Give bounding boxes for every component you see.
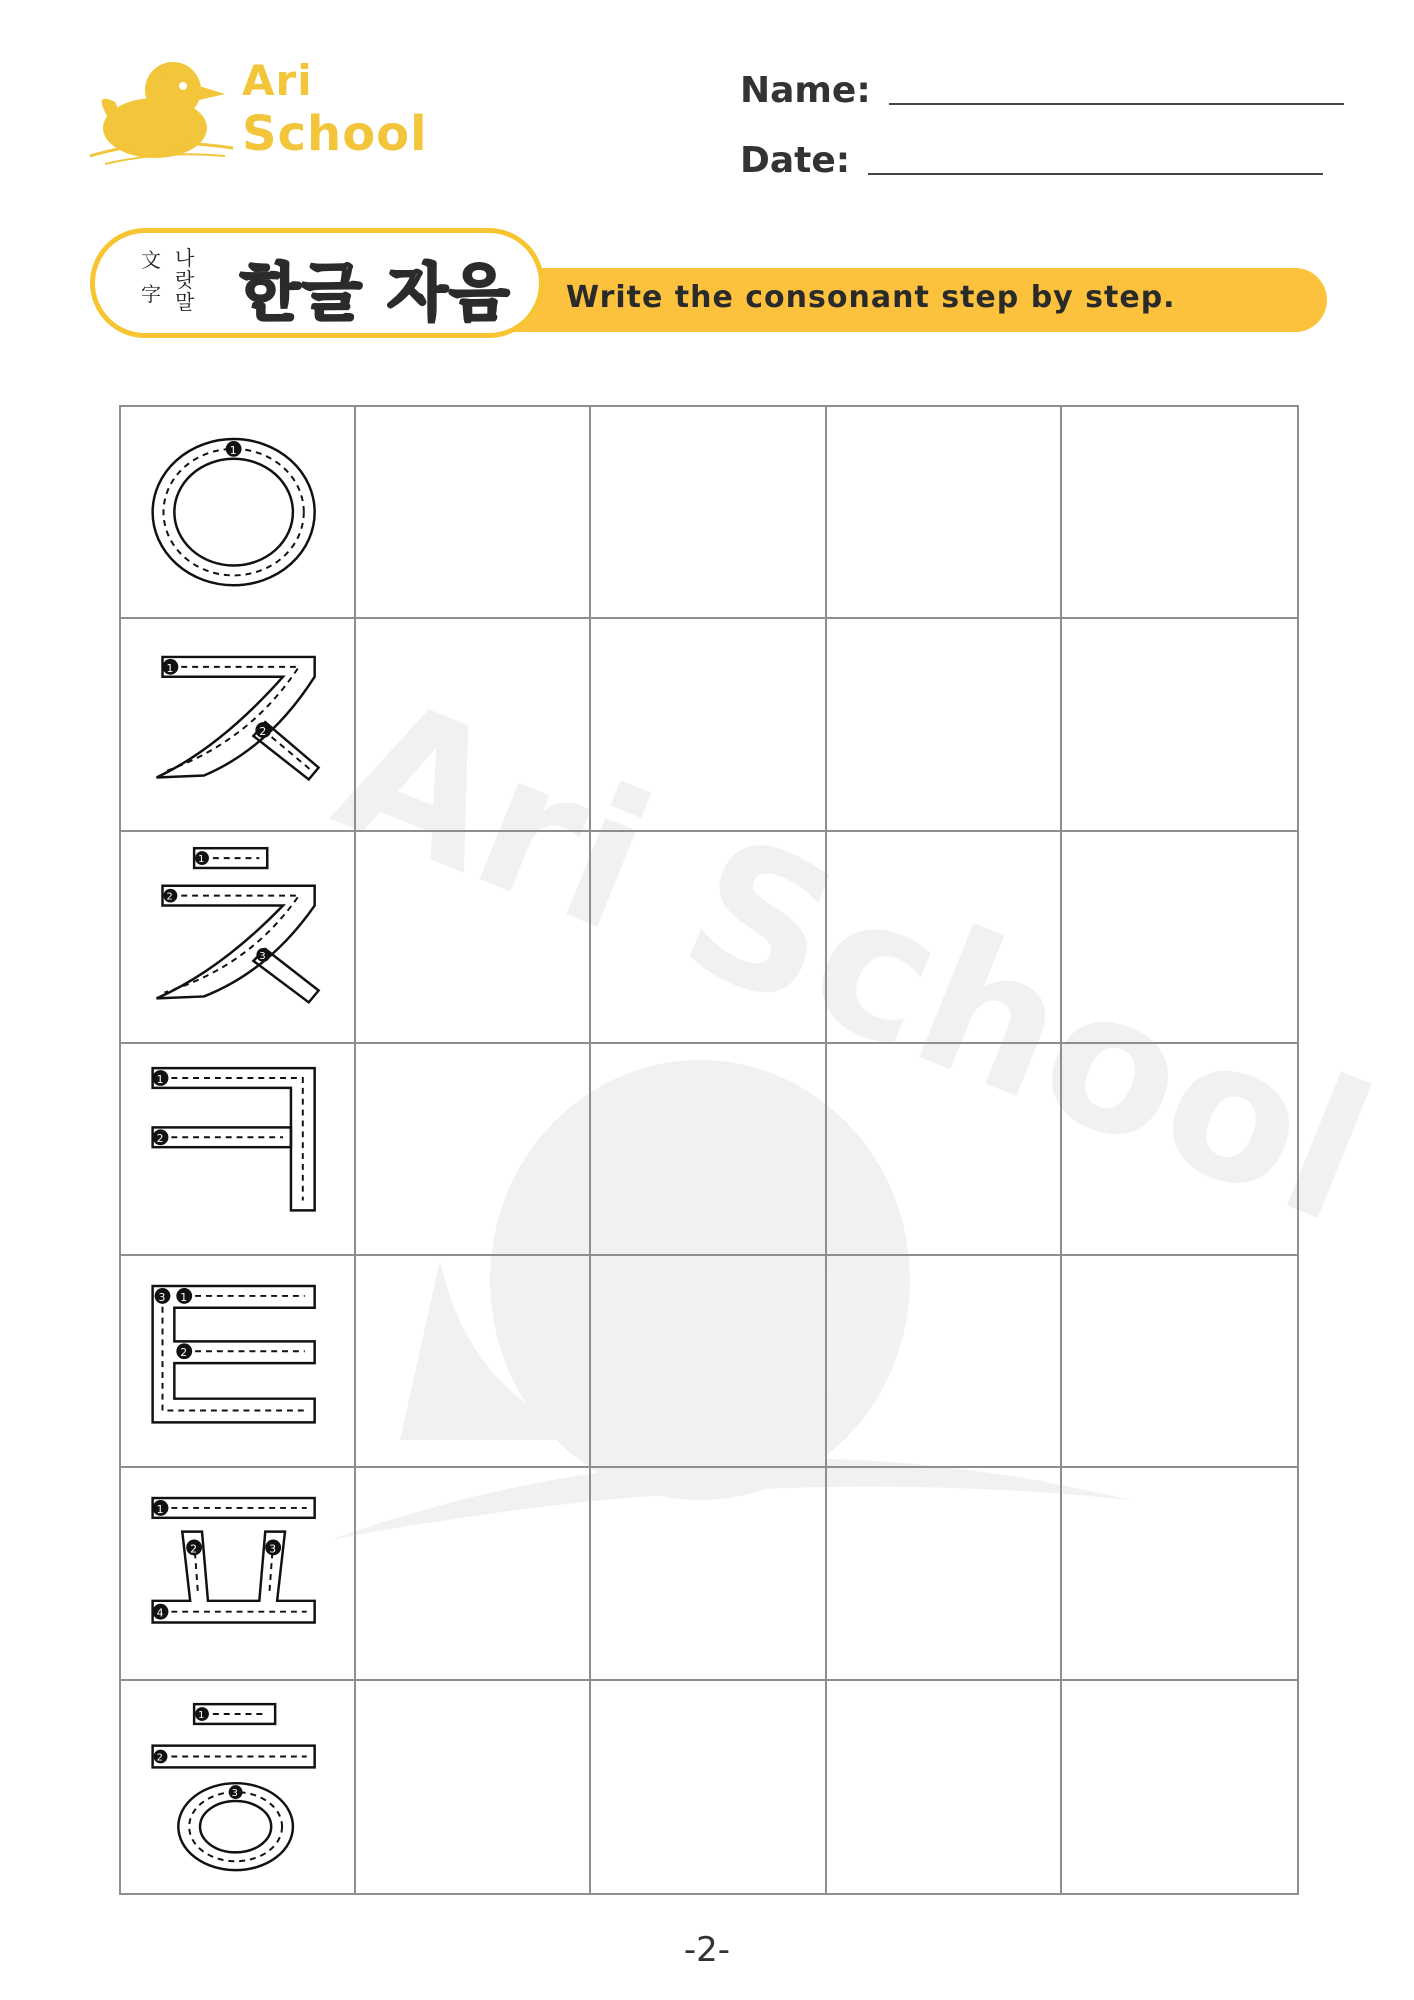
kieuk-trace-icon [121, 1044, 354, 1254]
svg-text:1: 1 [229, 443, 237, 457]
svg-text:2: 2 [166, 891, 173, 903]
practice-cell[interactable] [827, 1468, 1062, 1680]
practice-cell[interactable] [1062, 1044, 1297, 1256]
svg-text:3: 3 [231, 1787, 238, 1799]
model-cell-jieut [121, 619, 356, 831]
practice-grid [119, 405, 1299, 1895]
model-cell-pieup [121, 1468, 356, 1680]
practice-cell[interactable] [356, 1468, 591, 1680]
practice-cell[interactable] [1062, 1468, 1297, 1680]
model-cell-tieut [121, 1256, 356, 1468]
name-label: Name: [740, 70, 871, 111]
practice-cell[interactable] [827, 619, 1062, 831]
svg-text:1: 1 [166, 662, 174, 676]
practice-cell[interactable] [827, 1681, 1062, 1893]
svg-text:3: 3 [259, 950, 266, 962]
practice-cell[interactable] [1062, 1681, 1297, 1893]
date-field[interactable] [740, 140, 1323, 181]
svg-text:1: 1 [198, 853, 205, 865]
practice-cell[interactable] [1062, 1256, 1297, 1468]
practice-cell[interactable] [356, 1681, 591, 1893]
svg-text:3: 3 [269, 1542, 277, 1556]
logo-text-ari: Ari [242, 56, 313, 105]
practice-cell[interactable] [1062, 407, 1297, 619]
svg-text:말: 말 [175, 290, 195, 314]
svg-text:랏: 랏 [175, 268, 195, 292]
name-field[interactable] [740, 70, 1344, 111]
practice-cell[interactable] [1062, 619, 1297, 831]
svg-text:文: 文 [141, 248, 161, 272]
practice-cell[interactable] [356, 832, 591, 1044]
svg-text:1: 1 [156, 1503, 164, 1517]
date-line[interactable] [868, 171, 1323, 175]
logo-text-school: School [242, 106, 428, 162]
pieup-trace-icon [121, 1468, 354, 1678]
model-cell-kieuk [121, 1044, 356, 1256]
practice-cell[interactable] [827, 1256, 1062, 1468]
practice-cell[interactable] [827, 832, 1062, 1044]
jieut-trace-icon [121, 619, 354, 829]
svg-text:2: 2 [156, 1132, 164, 1146]
practice-cell[interactable] [591, 407, 826, 619]
date-label: Date: [740, 140, 851, 181]
model-cell-chieut [121, 832, 356, 1044]
practice-cell[interactable] [591, 1468, 826, 1680]
hangul-seal-icon [139, 243, 209, 323]
duck-logo-icon [85, 52, 235, 170]
svg-text:2: 2 [190, 1542, 198, 1556]
name-line[interactable] [889, 101, 1344, 105]
title-badge [90, 228, 544, 338]
model-cell-ieung [121, 407, 356, 619]
practice-cell[interactable] [591, 1681, 826, 1893]
ieung-trace-icon [121, 407, 354, 617]
svg-text:1: 1 [156, 1072, 164, 1086]
svg-text:4: 4 [156, 1607, 164, 1621]
practice-cell[interactable] [827, 407, 1062, 619]
svg-text:2: 2 [156, 1752, 163, 1764]
practice-cell[interactable] [827, 1044, 1062, 1256]
svg-text:2: 2 [259, 725, 267, 739]
practice-cell[interactable] [591, 832, 826, 1044]
practice-cell[interactable] [591, 1044, 826, 1256]
practice-cell[interactable] [356, 1044, 591, 1256]
logo [85, 52, 445, 170]
svg-text:나: 나 [175, 246, 195, 270]
hieut-trace-icon [121, 1681, 354, 1893]
instruction-text: Write the consonant step by step. [566, 280, 1176, 315]
practice-cell[interactable] [591, 619, 826, 831]
worksheet-title: 한글 자음 [240, 256, 512, 329]
svg-text:字: 字 [141, 282, 161, 306]
svg-text:1: 1 [180, 1291, 188, 1305]
instruction-band [460, 268, 1327, 332]
svg-text:1: 1 [198, 1709, 205, 1721]
svg-text:2: 2 [180, 1346, 188, 1360]
chieut-trace-icon [121, 832, 354, 1042]
practice-cell[interactable] [1062, 832, 1297, 1044]
watermark-text: Ari School [311, 654, 1399, 1266]
page-number: -2- [683, 1930, 731, 1970]
practice-cell[interactable] [356, 1256, 591, 1468]
svg-text:3: 3 [158, 1291, 166, 1305]
practice-cell[interactable] [356, 407, 591, 619]
model-cell-hieut [121, 1681, 356, 1893]
practice-cell[interactable] [591, 1256, 826, 1468]
tieut-trace-icon [121, 1256, 354, 1466]
practice-cell[interactable] [356, 619, 591, 831]
